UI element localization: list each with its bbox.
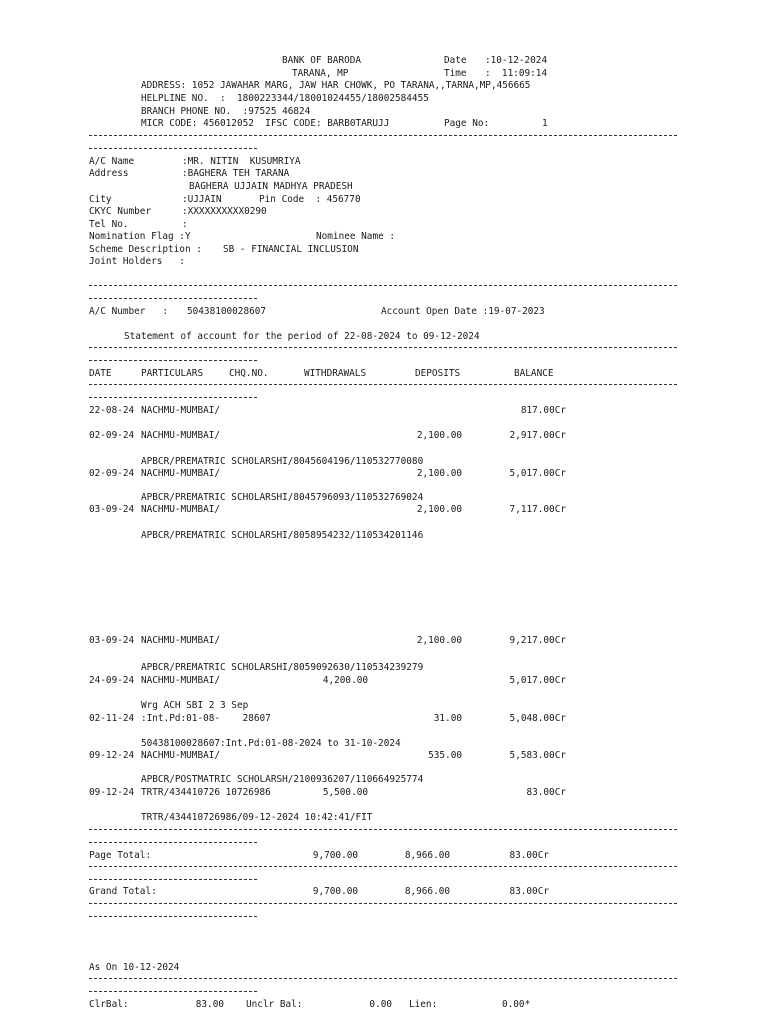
txn-particulars: NACHMU-MUMBAI/: [141, 635, 221, 646]
txn-date: 02-09-24: [89, 430, 135, 441]
column-header-deposits: DEPOSITS: [415, 368, 461, 379]
txn-deposit: 2,100.00: [416, 430, 462, 441]
txn-particulars: :Int.Pd:01-08- 28607: [141, 713, 271, 724]
uncleared-balance-value: 0.00: [369, 999, 392, 1010]
separator-line: [89, 866, 677, 867]
separator-line: [89, 384, 677, 385]
txn-date: 24-09-24: [89, 675, 135, 686]
txn-particulars: NACHMU-MUMBAI/: [141, 750, 221, 761]
txn-narration: APBCR/PREMATRIC SCHOLARSHI/8059092630/110534239279: [141, 662, 424, 673]
account-open-date: Account Open Date :19-07-2023: [381, 306, 545, 317]
account-name-value: :MR. NITIN KUSUMRIYA: [182, 156, 301, 167]
account-name-label: A/C Name: [89, 156, 135, 167]
txn-narration: APBCR/POSTMATRIC SCHOLARSH/2100936207/110664925774: [141, 774, 424, 785]
grand-total-deposits: 8,966.00: [404, 886, 450, 897]
nomination-flag: Nomination Flag :Y: [89, 231, 191, 242]
as-on-date: As On 10-12-2024: [89, 962, 180, 973]
txn-balance: 83.00Cr: [526, 787, 566, 798]
page-total-withdrawals: 9,700.00: [312, 850, 358, 861]
uncleared-balance-label: Unclr Bal:: [246, 999, 303, 1010]
address-line-1: :BAGHERA TEH TARANA: [182, 168, 290, 179]
address-line-2: BAGHERA UJJAIN MADHYA PRADESH: [189, 181, 353, 192]
txn-balance: 5,583.00Cr: [509, 750, 566, 761]
grand-total-label: Grand Total:: [89, 886, 157, 897]
scheme-value: SB - FINANCIAL INCLUSION: [223, 244, 359, 255]
txn-deposit: 31.00: [433, 713, 462, 724]
txn-particulars: NACHMU-MUMBAI/: [141, 675, 221, 686]
bank-name: BANK OF BARODA: [282, 55, 362, 66]
joint-holders: Joint Holders :: [89, 256, 185, 267]
scheme-label: Scheme Description :: [89, 244, 202, 255]
helpline-numbers: HELPLINE NO. : 1800223344/18001024455/18002584455: [141, 93, 429, 104]
txn-date: 03-09-24: [89, 635, 135, 646]
account-number-value: 50438100028607: [187, 306, 267, 317]
txn-balance: 5,048.00Cr: [509, 713, 566, 724]
separator-line: [89, 991, 257, 992]
address-label: Address: [89, 168, 129, 179]
txn-balance: 5,017.00Cr: [509, 675, 566, 686]
city-label: City: [89, 194, 112, 205]
txn-narration: 50438100028607:Int.Pd:01-08-2024 to 31-10-2024: [141, 738, 401, 749]
txn-balance: 2,917.00Cr: [509, 430, 566, 441]
column-header-withdrawals: WITHDRAWALS: [304, 368, 367, 379]
page-total-deposits: 8,966.00: [404, 850, 450, 861]
txn-balance: 9,217.00Cr: [509, 635, 566, 646]
page-total-label: Page Total:: [89, 850, 152, 861]
txn-narration: APBCR/PREMATRIC SCHOLARSHI/8058954232/110534201146: [141, 530, 424, 541]
txn-withdrawal: 4,200.00: [322, 675, 368, 686]
txn-particulars: NACHMU-MUMBAI/: [141, 468, 221, 479]
separator-line: [89, 842, 257, 843]
txn-date: 03-09-24: [89, 504, 135, 515]
txn-date: 09-12-24: [89, 787, 135, 798]
tel-value: :: [182, 219, 188, 230]
time-value: : 11:09:14: [485, 68, 548, 79]
page-number-value: 1: [542, 118, 548, 129]
tel-label: Tel No.: [89, 219, 129, 230]
branch-phone: BRANCH PHONE NO. :97525 46824: [141, 106, 311, 117]
separator-line: [89, 903, 677, 904]
lien-value: 0.00*: [502, 999, 531, 1010]
account-number-label: A/C Number :: [89, 306, 169, 317]
time-label: Time: [444, 68, 467, 79]
separator-line: [89, 148, 257, 149]
txn-narration: TRTR/434410726986/09-12-2024 10:42:41/FIT: [141, 812, 373, 823]
txn-deposit: 535.00: [428, 750, 462, 761]
ckyc-value: :XXXXXXXXXX0290: [182, 206, 267, 217]
separator-line: [89, 879, 257, 880]
txn-particulars: NACHMU-MUMBAI/: [141, 430, 221, 441]
separator-line: [89, 397, 257, 398]
statement-period: Statement of account for the period of 22-08-2024 to 09-12-2024: [124, 331, 480, 342]
txn-narration: Wrg ACH SBI 2 3 Sep: [141, 700, 249, 711]
date-label: Date: [444, 55, 467, 66]
txn-narration: APBCR/PREMATRIC SCHOLARSHI/8045796093/110532769024: [141, 492, 424, 503]
txn-narration: APBCR/PREMATRIC SCHOLARSHI/8045604196/110532770080: [141, 456, 424, 467]
page-total-balance: 83.00Cr: [509, 850, 549, 861]
column-header-particulars: PARTICULARS: [141, 368, 204, 379]
txn-withdrawal: 5,500.00: [322, 787, 368, 798]
txn-particulars: NACHMU-MUMBAI/: [141, 405, 221, 416]
separator-line: [89, 360, 257, 361]
lien-label: Lien:: [409, 999, 438, 1010]
txn-particulars: NACHMU-MUMBAI/: [141, 504, 221, 515]
separator-line: [89, 285, 677, 286]
txn-date: 22-08-24: [89, 405, 135, 416]
date-value: :10-12-2024: [485, 55, 548, 66]
txn-balance: 5,017.00Cr: [509, 468, 566, 479]
pin-code: Pin Code : 456770: [259, 194, 361, 205]
separator-line: [89, 135, 677, 136]
nominee-name: Nominee Name :: [316, 231, 396, 242]
separator-line: [89, 347, 677, 348]
txn-date: 09-12-24: [89, 750, 135, 761]
micr-ifsc-codes: MICR CODE: 456012052 IFSC CODE: BARB0TARUJJ: [141, 118, 390, 129]
grand-total-withdrawals: 9,700.00: [312, 886, 358, 897]
separator-line: [89, 978, 677, 979]
separator-line: [89, 829, 677, 830]
txn-deposit: 2,100.00: [416, 504, 462, 515]
cleared-balance-label: ClrBal:: [89, 999, 129, 1010]
cleared-balance-value: 83.00: [195, 999, 224, 1010]
city-value: :UJJAIN: [182, 194, 222, 205]
column-header-chq-no: CHQ.NO.: [229, 368, 269, 379]
txn-date: 02-09-24: [89, 468, 135, 479]
txn-balance: 817.00Cr: [520, 405, 566, 416]
page-number-label: Page No:: [444, 118, 490, 129]
txn-date: 02-11-24: [89, 713, 135, 724]
separator-line: [89, 298, 257, 299]
txn-particulars: TRTR/434410726 10726986: [141, 787, 271, 798]
separator-line: [89, 916, 257, 917]
branch-address: ADDRESS: 1052 JAWAHAR MARG, JAW HAR CHOWK, PO TARANA,,TARNA,MP,456665: [141, 80, 531, 91]
txn-deposit: 2,100.00: [416, 468, 462, 479]
txn-balance: 7,117.00Cr: [509, 504, 566, 515]
branch-name: TARANA, MP: [292, 68, 349, 79]
ckyc-label: CKYC Number: [89, 206, 152, 217]
column-header-date: DATE: [89, 368, 112, 379]
grand-total-balance: 83.00Cr: [509, 886, 549, 897]
txn-deposit: 2,100.00: [416, 635, 462, 646]
column-header-balance: BALANCE: [514, 368, 554, 379]
